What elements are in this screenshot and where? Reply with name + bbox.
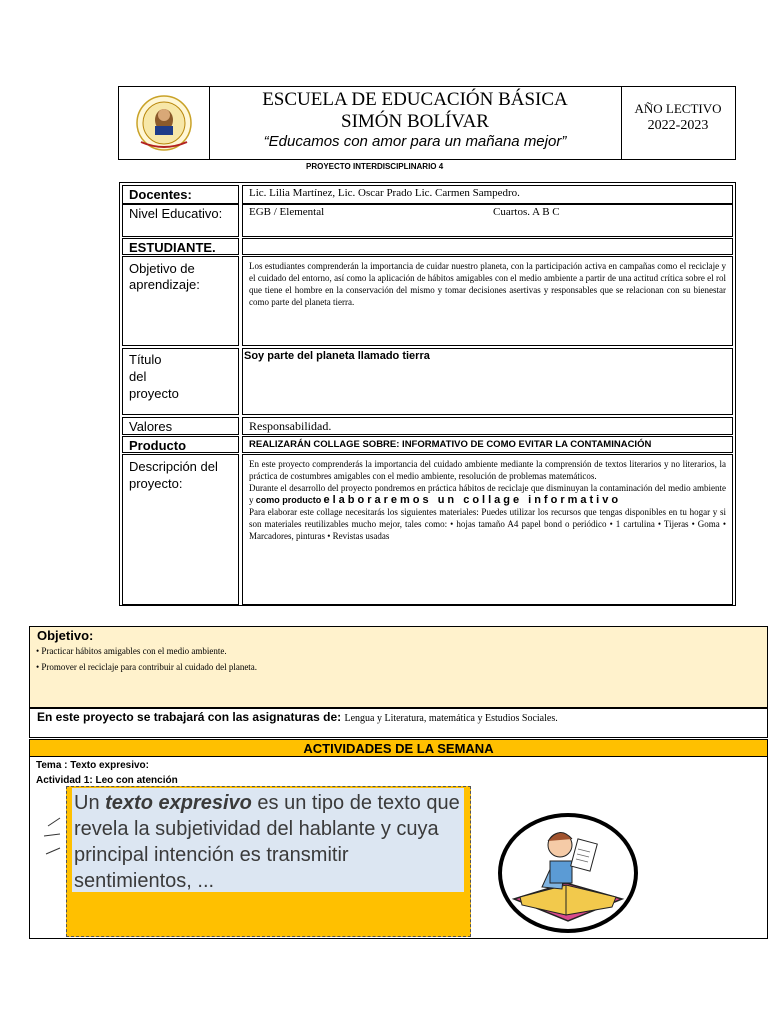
titulo-value: Soy parte del planeta llamado tierra (242, 348, 733, 415)
school-header (118, 86, 736, 160)
week-activities-title: ACTIVIDADES DE LA SEMANA (29, 739, 768, 757)
cursos-value: Cuartos. A B C (493, 206, 560, 218)
row-valores (122, 417, 733, 435)
row-descripcion (122, 454, 733, 605)
objective-box (29, 626, 768, 708)
valores-label: Valores (122, 417, 239, 435)
school-seal-icon (119, 87, 209, 159)
project-number: PROYECTO INTERDISCIPLINARIO 4 (306, 162, 444, 171)
row-objetivo (122, 256, 733, 346)
speech-lines-icon (38, 814, 68, 859)
project-info-table (119, 182, 736, 606)
row-estudiante (122, 238, 733, 255)
estudiante-label: ESTUDIANTE. (122, 238, 239, 255)
activity-1-title: Actividad 1: Leo con atención (36, 775, 178, 786)
subjects-value: Lengua y Literatura, matemática y Estudios Sociales. (344, 713, 558, 724)
nivel-value: EGB / Elemental (249, 206, 325, 218)
descripcion-p3: Para elaborar este collage necesitarás los siguientes materiales: Puedes utilizar los recursos que tengas disponibles en tu hogar y si son materiales reutilizables mucho mejor, tales como: • hojas tamaño A4 papel bond o periódico • 1 cartulina • Tijeras • Goma • Marcadores, pinturas • Revistas usadas (249, 507, 726, 541)
objective-item-2: • Promover el reciclaje para contribuir al cuidado del planeta. (36, 662, 258, 672)
subjects-line (37, 710, 558, 724)
school-name-line1: ESCUELA DE EDUCACIÓN BÁSICA (262, 89, 568, 110)
row-producto (122, 436, 733, 453)
producto-label: Producto (122, 436, 239, 453)
descripcion-p2 (249, 482, 726, 506)
year-value: 2022-2023 (647, 118, 709, 133)
row-nivel (122, 204, 733, 237)
titulo-label: Título del proyecto (122, 348, 239, 415)
reading-boy-illustration (498, 813, 638, 933)
school-year-cell (621, 87, 735, 159)
objetivo-label: Objetivo de aprendizaje: (122, 256, 239, 346)
descripcion-p2b: como producto (255, 495, 322, 505)
nivel-value-cell (242, 204, 733, 237)
nivel-label: Nivel Educativo: (122, 204, 239, 237)
definition-text (72, 788, 464, 892)
objective-title: Objetivo: (37, 628, 94, 643)
row-titulo (122, 348, 733, 415)
school-name-line2: SIMÓN BOLÍVAR (341, 111, 489, 132)
activity-topic: Tema : Texto expresivo: (36, 760, 149, 771)
objective-item-1: • Practicar hábitos amigables con el medio ambiente. (36, 646, 227, 656)
descripcion-p2a: Durante el desarrollo del proyecto pondremos en práctica hábitos de reciclaje que disminuyan la contaminación del medio ambiente y (249, 483, 726, 505)
row-docentes (122, 185, 733, 204)
definition-post: es un tipo de texto que revela la subjetividad del hablante y cuya principal intención es transmitir sentimientos, ... (74, 792, 460, 892)
subjects-label: En este proyecto se trabajará con las asignaturas de: (37, 710, 342, 724)
producto-value: REALIZARÁN COLLAGE SOBRE: INFORMATIVO DE COMO EVITAR LA CONTAMINACIÓN (242, 436, 733, 453)
docentes-value: Lic. Lilia Martínez, Lic. Oscar Prado Lic. Carmen Sampedro. (242, 185, 733, 204)
descripcion-p1: En este proyecto comprenderás la importancia del cuidado ambiente mediante la comprensión de textos literarios y no literarios, la práctica de costumbres amigables con el medio ambiente, resolución de problemas matemáticos. (249, 459, 726, 481)
subjects-row (29, 708, 768, 738)
valores-value: Responsabilidad. (242, 417, 733, 435)
logo-cell (119, 87, 210, 159)
descripcion-p2c: elaboraremos un collage informativo (323, 494, 622, 506)
definition-pre: Un (74, 792, 106, 814)
year-label: AÑO LECTIVO (634, 101, 722, 116)
docentes-label: Docentes: (122, 185, 239, 204)
descripcion-label: Descripción del proyecto: (122, 454, 239, 605)
estudiante-value (242, 238, 733, 255)
descripcion-value (242, 454, 733, 605)
boy-reading-book-icon (502, 817, 634, 929)
school-title-cell (209, 87, 622, 159)
definition-term: texto expresivo (105, 792, 252, 814)
objetivo-value: Los estudiantes comprenderán la importancia de cuidar nuestro planeta, con la participación activa en campañas como el reciclaje y el cuidado del entorno, así como la aplicación de hábitos amigables con el medio ambiente a partir de una actitud crítica sobre el rol que tiene el hombre en la conservación del mismo y tomar decisiones asertivas y responsables que se relacionan con su bienestar como parte del planeta tierra. (242, 256, 733, 346)
school-motto: “Educamos con amor para un mañana mejor” (263, 133, 567, 150)
